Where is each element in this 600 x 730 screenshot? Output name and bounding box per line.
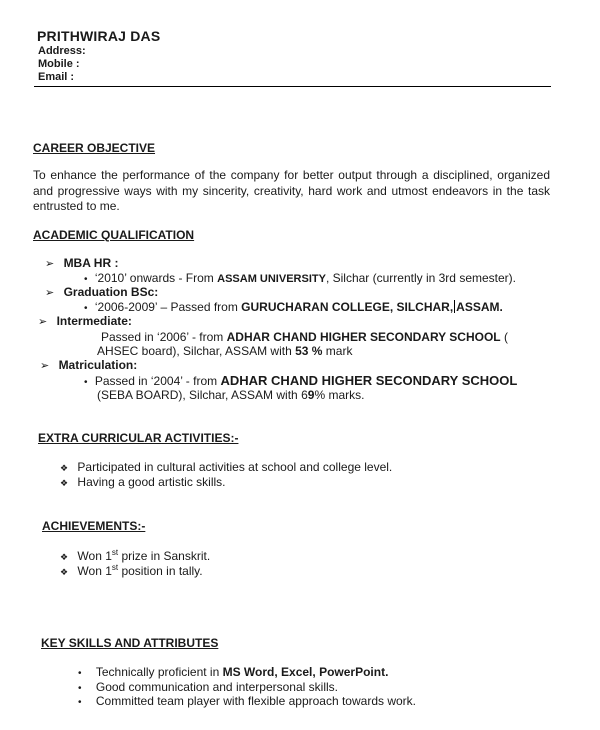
arrow-icon: ➢ [45, 287, 55, 299]
bsc-title: Graduation BSc: [63, 285, 159, 299]
diamond-icon: ❖ [60, 463, 69, 473]
bsc-state: ASSAM. [456, 300, 503, 314]
skill-item [78, 665, 388, 679]
intermediate-mark: mark [322, 344, 353, 358]
achievement-text-end: prize in Sanskrit. [118, 549, 211, 563]
skill-item [78, 694, 416, 708]
matriculation-detail-text: Passed in ‘2004’ - from [94, 374, 221, 388]
achievements-heading: ACHIEVEMENTS:- [42, 519, 146, 533]
extra-item-text: Having a good artistic skills. [77, 475, 226, 489]
header-divider [34, 86, 551, 87]
matriculation-detail [84, 373, 517, 388]
matriculation-marks: % marks. [314, 388, 365, 402]
achievement-item [60, 548, 210, 563]
achievement-text: Won 1 [77, 564, 112, 578]
bsc-college: GURUCHARAN COLLEGE, SILCHAR, [241, 300, 454, 314]
bullet-icon: • [84, 303, 88, 314]
mba-title: MBA HR : [63, 256, 119, 270]
intermediate-score: 53 % [295, 344, 323, 358]
skill-software: MS Word, Excel, PowerPoint. [222, 665, 389, 679]
bullet-icon: • [78, 668, 82, 679]
extra-item [60, 475, 225, 489]
intermediate-detail-line2 [97, 344, 352, 358]
intermediate-detail-text: Passed in ‘2006’ - from [101, 330, 227, 344]
bsc-item [45, 285, 158, 299]
intermediate-board: AHSEC board), Silchar, ASSAM with [97, 344, 296, 358]
mba-detail-text: ‘2010’ onwards - From [94, 271, 218, 285]
intermediate-item [38, 314, 132, 328]
bullet-icon: • [78, 683, 82, 694]
mba-university: ASSAM UNIVERSITY [217, 273, 326, 285]
arrow-icon: ➢ [40, 360, 50, 372]
mba-detail [84, 271, 516, 285]
key-skills-heading: KEY SKILLS AND ATTRIBUTES [41, 636, 219, 650]
achievement-sup: st [111, 548, 119, 557]
career-objective-heading: CAREER OBJECTIVE [33, 141, 156, 155]
diamond-icon: ❖ [60, 478, 69, 488]
matriculation-detail-line2 [97, 388, 364, 402]
matriculation-board: (SEBA BOARD), Silchar, ASSAM with 6 [97, 388, 308, 402]
achievement-text: Won 1 [77, 549, 112, 563]
skill-text: Committed team player with flexible approach towards work. [95, 694, 416, 708]
achievement-sup: st [111, 563, 119, 572]
extra-item-text: Participated in cultural activities at school and college level. [77, 460, 393, 474]
bullet-icon: • [84, 274, 88, 285]
mobile-label: Mobile : [38, 58, 80, 70]
academic-heading: ACADEMIC QUALIFICATION [33, 228, 195, 242]
achievement-item [60, 563, 203, 578]
extra-curricular-heading: EXTRA CURRICULAR ACTIVITIES:- [38, 431, 239, 445]
bullet-icon: • [78, 697, 82, 708]
career-objective-text: To enhance the performance of the company for better output through a disciplined, organized and progressive ways with my sincerity, creativity, hard work and utmost endeavors in the task entrusted to me. [33, 168, 550, 213]
matriculation-title: Matriculation: [58, 358, 138, 372]
intermediate-title: Intermediate: [56, 314, 132, 328]
bsc-detail [84, 300, 503, 314]
diamond-icon: ❖ [60, 552, 69, 562]
skill-text: Good communication and interpersonal skills. [95, 680, 338, 694]
extra-item [60, 460, 392, 474]
achievement-text-end: position in tally. [118, 564, 203, 578]
intermediate-paren: ( [500, 330, 508, 344]
arrow-icon: ➢ [38, 316, 48, 328]
skill-text: Technically proficient in [95, 665, 223, 679]
arrow-icon: ➢ [45, 258, 55, 270]
matriculation-school: ADHAR CHAND HIGHER SECONDARY SCHOOL [220, 373, 518, 388]
email-label: Email : [38, 71, 75, 83]
mba-item [45, 256, 118, 270]
skill-item [78, 680, 338, 694]
diamond-icon: ❖ [60, 567, 69, 577]
intermediate-detail [101, 330, 508, 344]
intermediate-school: ADHAR CHAND HIGHER SECONDARY SCHOOL [226, 330, 501, 344]
matriculation-item [40, 358, 137, 372]
matriculation-score: 9 [307, 388, 315, 402]
address-label: Address: [38, 45, 86, 57]
bsc-detail-text: ‘2006-2009’ – Passed from [94, 300, 242, 314]
candidate-name: PRITHWIRAJ DAS [37, 28, 161, 44]
mba-detail-suffix: , Silchar (currently in 3rd semester). [325, 271, 516, 285]
bullet-icon: • [84, 377, 88, 388]
